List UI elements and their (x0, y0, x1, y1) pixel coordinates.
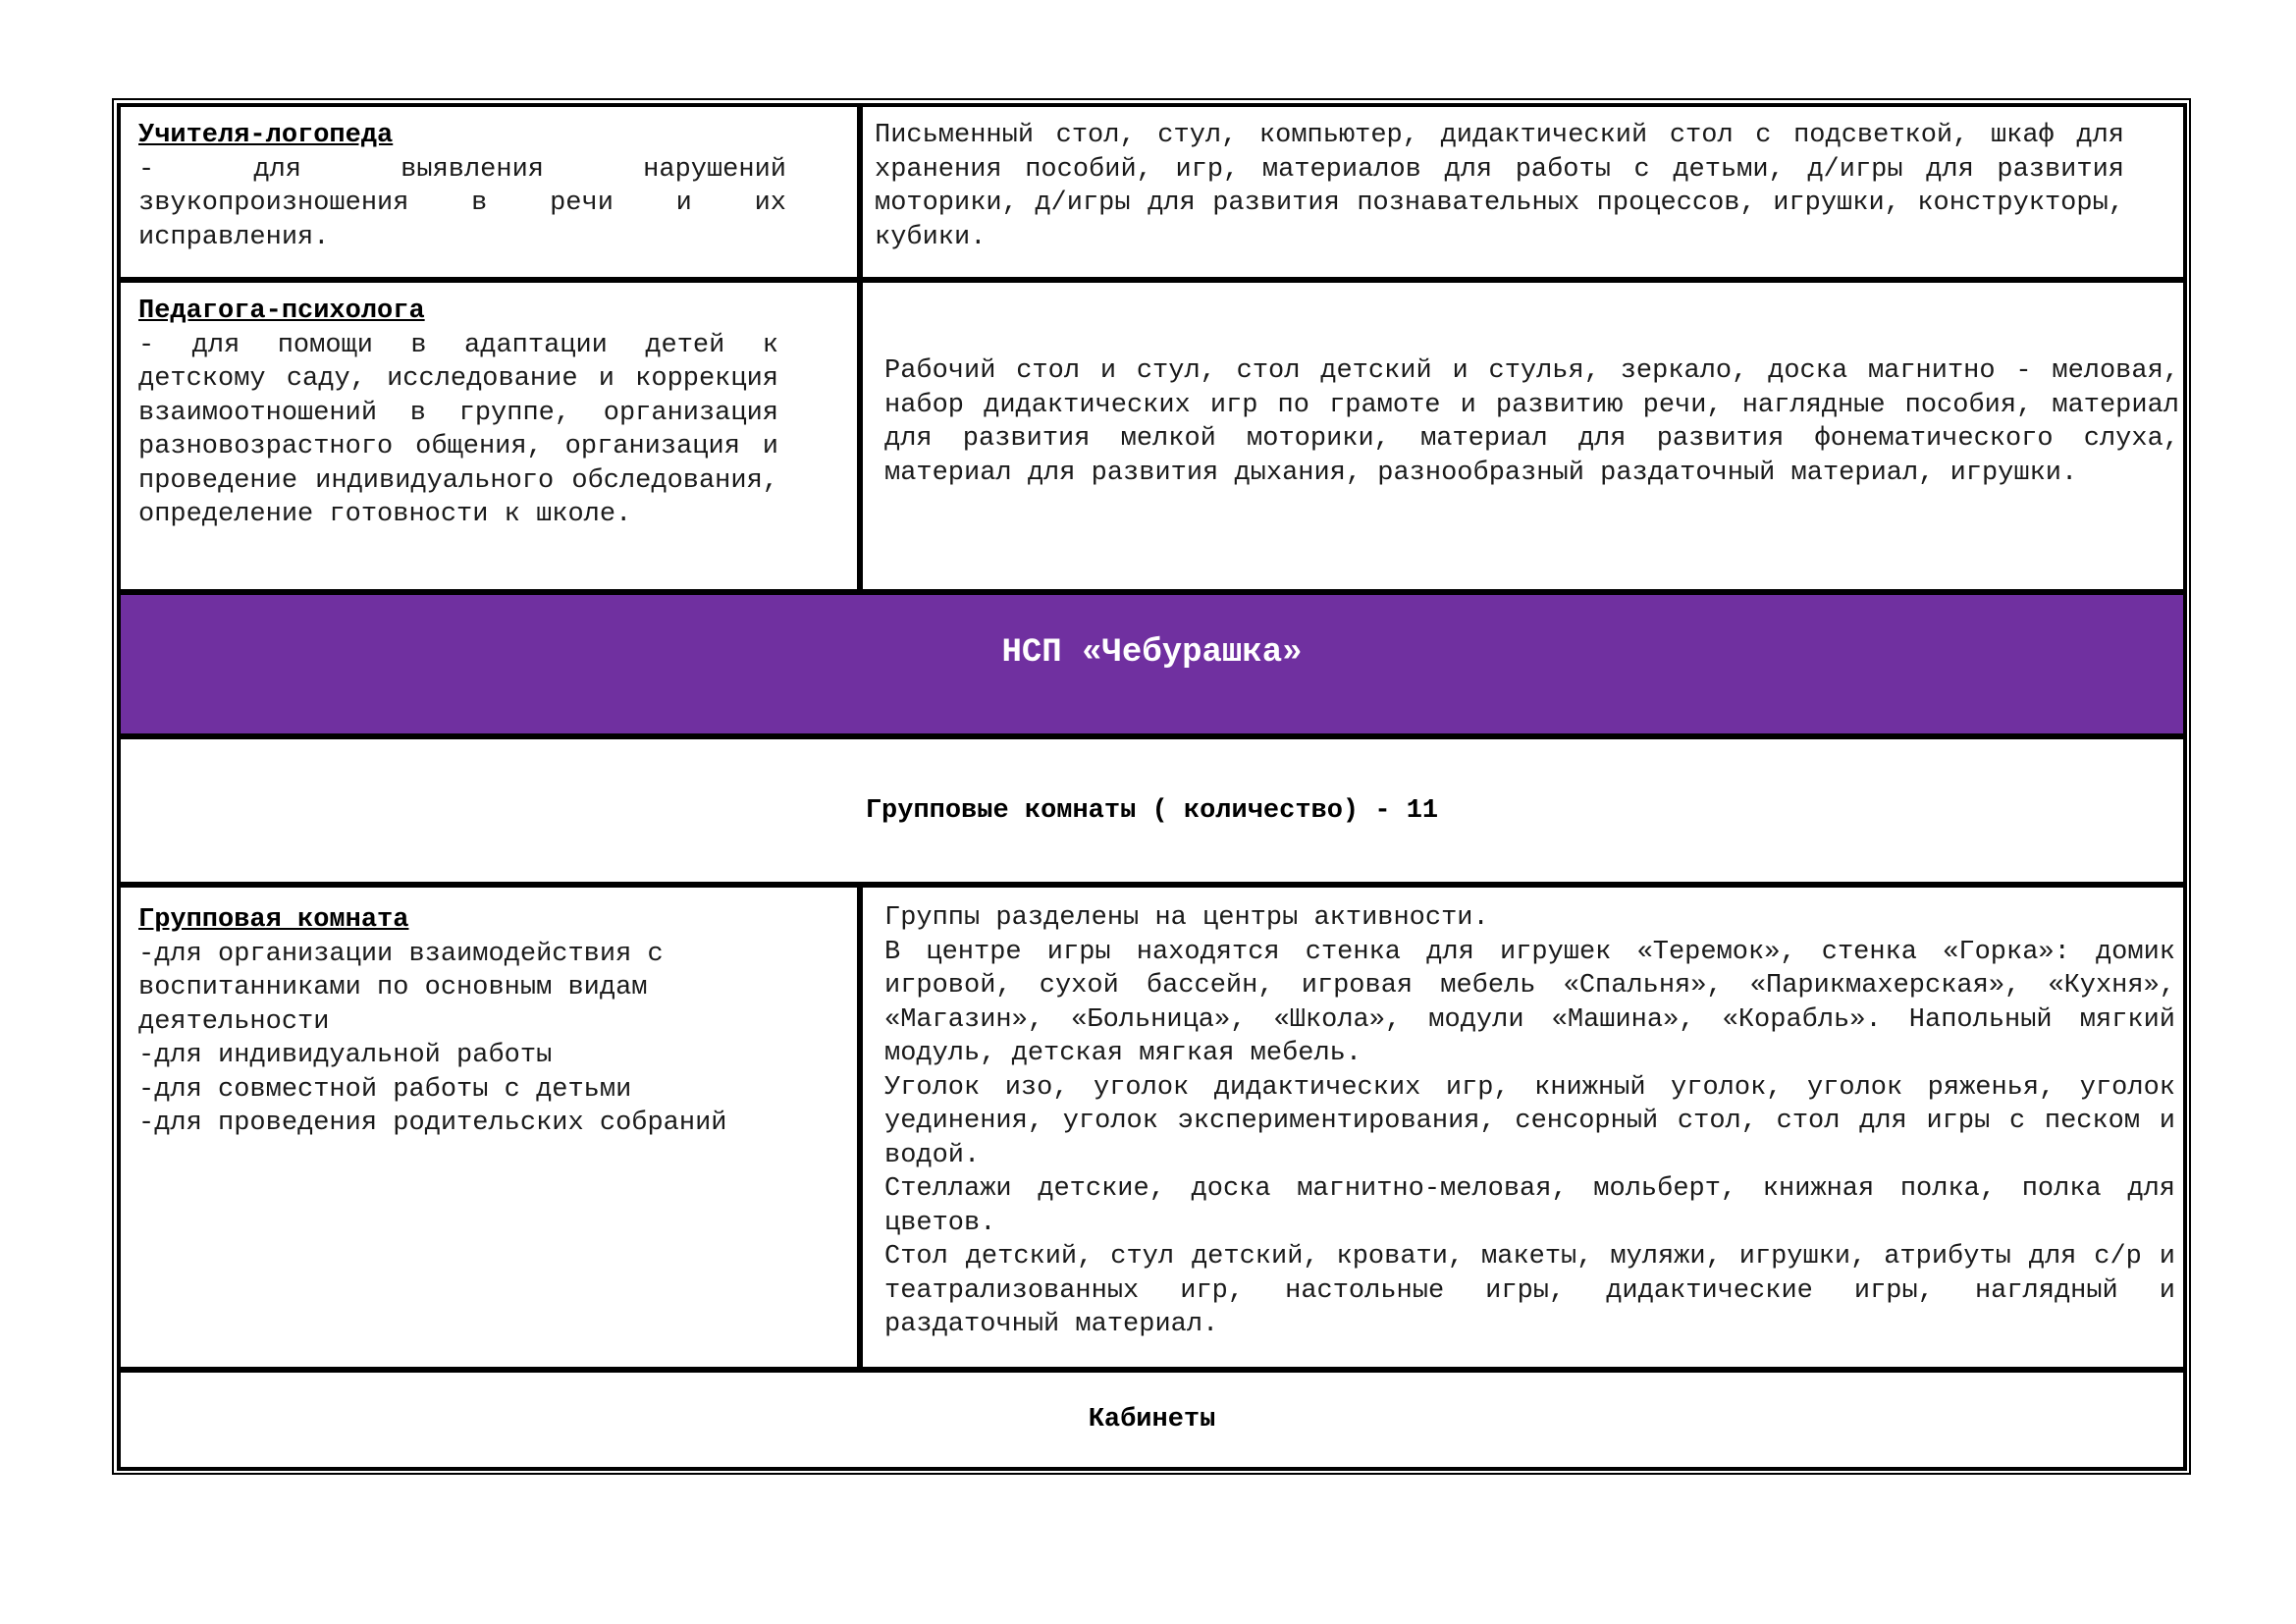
logoped-title: Учителя-логопеда (138, 121, 394, 150)
group-room-purpose-line: -для индивидуальной работы (138, 1041, 553, 1070)
psychologist-equipment: Рабочий стол и стул, стол детский и стулья, зеркало, доска магнитно - меловая, набор дидактических игр по грамоте и развитию речи, наглядные пособия, материал для развития мелкой моторики, материал для развития фонематического слуха, материал для развития дыхания, разнообразный раздаточный материал, игрушки. (884, 356, 2179, 488)
section-title-cell (117, 591, 2187, 737)
group-room-title: Групповая комната (138, 905, 409, 935)
cabinets-cell (117, 1369, 2187, 1471)
psychologist-purpose-cell (117, 279, 861, 593)
psychologist-equipment-cell (859, 279, 2187, 593)
group-rooms-count-cell (117, 735, 2187, 886)
group-room-purpose-cell (117, 884, 861, 1371)
group-room-equipment-paragraph: В центре игры находятся стенка для игрушек «Теремок», стенка «Горка»: домик игровой, сухой бассейн, игровая мебель «Спальня», «Парикмахерская», «Кухня», «Магазин», «Больница», «Школа», модули «Машина», «Корабль». Напольный мягкий модуль, детская мягкая мебель. (884, 937, 2175, 1068)
group-room-equipment-paragraph: Стеллажи детские, доска магнитно-меловая, мольберт, книжная полка, полка для цветов. (884, 1174, 2175, 1238)
group-room-equipment-paragraph: Уголок изо, уголок дидактических игр, книжный уголок, уголок ряженья, уголок уединения, уголок экспериментирования, сенсорный стол, стол для игры с песком и водой. (884, 1072, 2175, 1170)
group-room-equipment-paragraph: Стол детский, стул детский, кровати, макеты, муляжи, игрушки, атрибуты для с/р и театрализованных игр, настольные игры, дидактические игры, наглядный и раздаточный материал. (884, 1242, 2175, 1339)
logoped-purpose-cell (117, 103, 861, 281)
group-room-equipment-paragraph: Группы разделены на центры активности. (884, 903, 1489, 933)
group-room-purpose-line: -для проведения родительских собраний (138, 1109, 727, 1138)
group-room-equipment-cell (859, 884, 2187, 1371)
group-room-purpose-line: -для организации взаимодействия с воспитанниками по основным видам деятельности (138, 939, 664, 1037)
logoped-purpose: - для выявления нарушений звукопроизношения в речи и их исправления. (138, 154, 786, 252)
group-room-purpose-line: -для совместной работы с детьми (138, 1074, 632, 1105)
cabinets-heading: Кабинеты (1088, 1405, 1216, 1435)
psychologist-title: Педагога-психолога (138, 297, 425, 326)
logoped-equipment-cell (859, 103, 2187, 281)
group-rooms-count: Групповые комнаты ( количество) - 11 (865, 795, 1439, 826)
logoped-equipment: Письменный стол, стул, компьютер, дидактический стол с подсветкой, шкаф для хранения пособий, игр, материалов для работы с детьми, д/игры для развития моторики, д/игры для развития познавательных процессов, игрушки, конструкторы, кубики. (875, 121, 2124, 252)
psychologist-purpose: - для помощи в адаптации детей к детскому саду, исследование и коррекция взаимоотношений в группе, организация разновозрастного общения, организация и проведение индивидуального обследования, определение готовности к школе. (138, 330, 778, 529)
section-title: НСП «Чебурашка» (1001, 633, 1303, 672)
